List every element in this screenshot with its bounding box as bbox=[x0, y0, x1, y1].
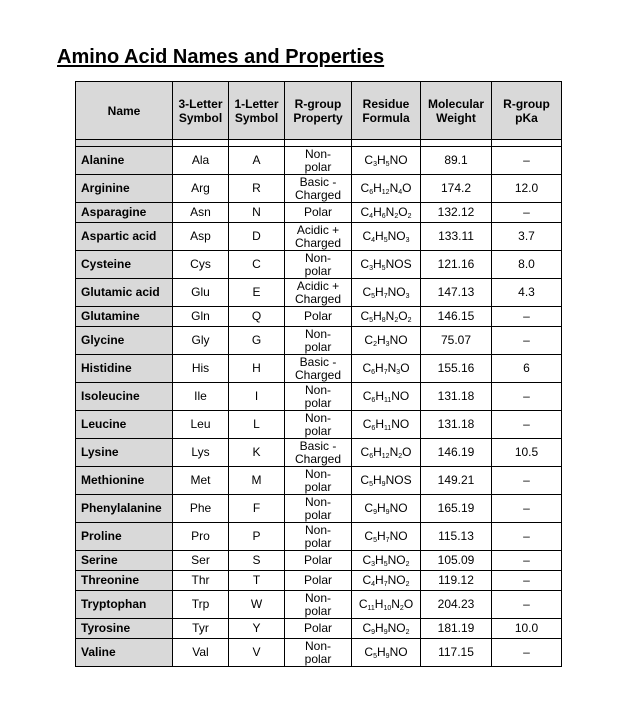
cell-r-group-property: Polar bbox=[285, 307, 352, 327]
cell-r-group-property: Polar bbox=[285, 619, 352, 639]
cell-three-letter: Asn bbox=[173, 203, 229, 223]
cell-r-group-property: Non- polar bbox=[285, 639, 352, 667]
cell-name: Tyrosine bbox=[76, 619, 173, 639]
cell-residue-formula: $C_9H_9NO$ bbox=[352, 495, 421, 523]
cell-r-group-property: Acidic + Charged bbox=[285, 223, 352, 251]
cell-molecular-weight: 146.19 bbox=[421, 439, 492, 467]
cell-molecular-weight: 133.11 bbox=[421, 223, 492, 251]
table-row bbox=[76, 147, 562, 175]
cell-molecular-weight: 117.15 bbox=[421, 639, 492, 667]
cell-one-letter: G bbox=[229, 327, 285, 355]
cell-name: Glutamic acid bbox=[76, 279, 173, 307]
cell-molecular-weight: 165.19 bbox=[421, 495, 492, 523]
cell-name: Arginine bbox=[76, 175, 173, 203]
cell-r-group-pka: – bbox=[492, 307, 562, 327]
cell-molecular-weight: 181.19 bbox=[421, 619, 492, 639]
cell-three-letter: Met bbox=[173, 467, 229, 495]
amino-acid-table bbox=[75, 81, 562, 667]
cell-residue-formula: $C_6H_{12}N_4O$ bbox=[352, 175, 421, 203]
cell-one-letter: S bbox=[229, 551, 285, 571]
cell-three-letter: Tyr bbox=[173, 619, 229, 639]
cell-molecular-weight: 149.21 bbox=[421, 467, 492, 495]
cell-r-group-pka: – bbox=[492, 639, 562, 667]
header-three-letter: 3-Letter Symbol bbox=[173, 82, 229, 140]
table-row bbox=[76, 495, 562, 523]
cell-r-group-property: Non- polar bbox=[285, 383, 352, 411]
table-row bbox=[76, 619, 562, 639]
cell-name: Glycine bbox=[76, 327, 173, 355]
cell-one-letter: Q bbox=[229, 307, 285, 327]
cell-residue-formula: $C_5H_7NO$ bbox=[352, 523, 421, 551]
cell-residue-formula: $C_4H_5NO_3$ bbox=[352, 223, 421, 251]
cell-name: Proline bbox=[76, 523, 173, 551]
cell-name: Histidine bbox=[76, 355, 173, 383]
cell-name: Valine bbox=[76, 639, 173, 667]
cell-r-group-pka: 12.0 bbox=[492, 175, 562, 203]
cell-r-group-property: Non- polar bbox=[285, 467, 352, 495]
cell-r-group-pka: – bbox=[492, 147, 562, 175]
cell-name: Asparagine bbox=[76, 203, 173, 223]
cell-r-group-property: Polar bbox=[285, 551, 352, 571]
cell-one-letter: W bbox=[229, 591, 285, 619]
cell-r-group-pka: – bbox=[492, 203, 562, 223]
header-one-letter: 1-Letter Symbol bbox=[229, 82, 285, 140]
cell-three-letter: Ala bbox=[173, 147, 229, 175]
cell-name: Leucine bbox=[76, 411, 173, 439]
table-row bbox=[76, 251, 562, 279]
cell-r-group-pka: 10.5 bbox=[492, 439, 562, 467]
cell-r-group-property: Basic - Charged bbox=[285, 439, 352, 467]
cell-molecular-weight: 146.15 bbox=[421, 307, 492, 327]
table-row bbox=[76, 203, 562, 223]
cell-one-letter: K bbox=[229, 439, 285, 467]
table-row bbox=[76, 383, 562, 411]
table-row bbox=[76, 223, 562, 251]
cell-three-letter: Ser bbox=[173, 551, 229, 571]
cell-three-letter: Leu bbox=[173, 411, 229, 439]
cell-three-letter: His bbox=[173, 355, 229, 383]
table-row bbox=[76, 571, 562, 591]
cell-three-letter: Glu bbox=[173, 279, 229, 307]
cell-one-letter: C bbox=[229, 251, 285, 279]
table-row bbox=[76, 355, 562, 383]
cell-one-letter: E bbox=[229, 279, 285, 307]
cell-molecular-weight: 155.16 bbox=[421, 355, 492, 383]
cell-molecular-weight: 119.12 bbox=[421, 571, 492, 591]
cell-one-letter: Y bbox=[229, 619, 285, 639]
cell-three-letter: Thr bbox=[173, 571, 229, 591]
cell-three-letter: Cys bbox=[173, 251, 229, 279]
cell-r-group-pka: – bbox=[492, 327, 562, 355]
table-body bbox=[76, 140, 562, 667]
cell-one-letter: I bbox=[229, 383, 285, 411]
cell-three-letter: Gly bbox=[173, 327, 229, 355]
cell-name: Aspartic acid bbox=[76, 223, 173, 251]
cell-residue-formula: $C_4H_7NO_2$ bbox=[352, 571, 421, 591]
cell-r-group-property: Non- polar bbox=[285, 251, 352, 279]
cell-residue-formula: $C_3H_5NO_2$ bbox=[352, 551, 421, 571]
cell-three-letter: Asp bbox=[173, 223, 229, 251]
cell-r-group-pka: – bbox=[492, 383, 562, 411]
cell-r-group-property: Non- polar bbox=[285, 591, 352, 619]
cell-r-group-pka: – bbox=[492, 551, 562, 571]
table-row bbox=[76, 439, 562, 467]
cell-molecular-weight: 131.18 bbox=[421, 383, 492, 411]
cell-residue-formula: $C_3H_5NO$ bbox=[352, 147, 421, 175]
table-row bbox=[76, 551, 562, 571]
cell-residue-formula: $C_6H_7N_3O$ bbox=[352, 355, 421, 383]
cell-r-group-property: Non- polar bbox=[285, 411, 352, 439]
table-row bbox=[76, 307, 562, 327]
cell-name: Phenylalanine bbox=[76, 495, 173, 523]
cell-residue-formula: $C_5H_9NOS$ bbox=[352, 467, 421, 495]
header-name: Name bbox=[76, 82, 173, 140]
cell-residue-formula: $C_4H_6N_2O_2$ bbox=[352, 203, 421, 223]
cell-r-group-pka: – bbox=[492, 591, 562, 619]
cell-residue-formula: $C_2H_3NO$ bbox=[352, 327, 421, 355]
cell-r-group-property: Polar bbox=[285, 203, 352, 223]
cell-residue-formula: $C_6H_{12}N_2O$ bbox=[352, 439, 421, 467]
cell-r-group-pka: 3.7 bbox=[492, 223, 562, 251]
header-residue-formula: Residue Formula bbox=[352, 82, 421, 140]
cell-r-group-pka: 10.0 bbox=[492, 619, 562, 639]
header-r-group-property: R-group Property bbox=[285, 82, 352, 140]
cell-r-group-pka: – bbox=[492, 495, 562, 523]
cell-three-letter: Lys bbox=[173, 439, 229, 467]
table-row bbox=[76, 175, 562, 203]
cell-one-letter: R bbox=[229, 175, 285, 203]
cell-r-group-pka: – bbox=[492, 523, 562, 551]
cell-r-group-property: Polar bbox=[285, 571, 352, 591]
cell-molecular-weight: 121.16 bbox=[421, 251, 492, 279]
cell-three-letter: Gln bbox=[173, 307, 229, 327]
table-row bbox=[76, 591, 562, 619]
cell-name: Lysine bbox=[76, 439, 173, 467]
header-row bbox=[76, 82, 562, 140]
cell-three-letter: Ile bbox=[173, 383, 229, 411]
cell-three-letter: Trp bbox=[173, 591, 229, 619]
cell-r-group-property: Non- polar bbox=[285, 523, 352, 551]
cell-r-group-pka: 6 bbox=[492, 355, 562, 383]
cell-molecular-weight: 105.09 bbox=[421, 551, 492, 571]
cell-one-letter: V bbox=[229, 639, 285, 667]
cell-name: Serine bbox=[76, 551, 173, 571]
cell-one-letter: L bbox=[229, 411, 285, 439]
cell-one-letter: M bbox=[229, 467, 285, 495]
table-row bbox=[76, 327, 562, 355]
cell-residue-formula: $C_6H_{11}NO$ bbox=[352, 383, 421, 411]
cell-one-letter: N bbox=[229, 203, 285, 223]
cell-r-group-pka: – bbox=[492, 467, 562, 495]
header-r-group-pka: R-group pKa bbox=[492, 82, 562, 140]
cell-three-letter: Pro bbox=[173, 523, 229, 551]
cell-residue-formula: $C_5H_9NO$ bbox=[352, 639, 421, 667]
cell-name: Isoleucine bbox=[76, 383, 173, 411]
cell-molecular-weight: 204.23 bbox=[421, 591, 492, 619]
table-row bbox=[76, 411, 562, 439]
cell-name: Cysteine bbox=[76, 251, 173, 279]
cell-r-group-property: Non- polar bbox=[285, 327, 352, 355]
cell-molecular-weight: 115.13 bbox=[421, 523, 492, 551]
cell-one-letter: A bbox=[229, 147, 285, 175]
cell-one-letter: T bbox=[229, 571, 285, 591]
table-row bbox=[76, 523, 562, 551]
cell-r-group-property: Acidic + Charged bbox=[285, 279, 352, 307]
cell-residue-formula: $C_3H_5NOS$ bbox=[352, 251, 421, 279]
cell-molecular-weight: 75.07 bbox=[421, 327, 492, 355]
cell-name: Tryptophan bbox=[76, 591, 173, 619]
header-molecular-weight: Molecular Weight bbox=[421, 82, 492, 140]
spacer-row bbox=[76, 140, 562, 147]
cell-name: Glutamine bbox=[76, 307, 173, 327]
table-row bbox=[76, 639, 562, 667]
cell-molecular-weight: 147.13 bbox=[421, 279, 492, 307]
cell-three-letter: Phe bbox=[173, 495, 229, 523]
cell-r-group-property: Non- polar bbox=[285, 495, 352, 523]
cell-residue-formula: $C_{11}H_{10}N_2O$ bbox=[352, 591, 421, 619]
cell-residue-formula: $C_5H_7NO_3$ bbox=[352, 279, 421, 307]
cell-residue-formula: $C_6H_{11}NO$ bbox=[352, 411, 421, 439]
cell-one-letter: P bbox=[229, 523, 285, 551]
cell-r-group-pka: 4.3 bbox=[492, 279, 562, 307]
cell-residue-formula: $C_9H_9NO_2$ bbox=[352, 619, 421, 639]
cell-r-group-pka: – bbox=[492, 571, 562, 591]
cell-name: Threonine bbox=[76, 571, 173, 591]
cell-molecular-weight: 89.1 bbox=[421, 147, 492, 175]
cell-molecular-weight: 132.12 bbox=[421, 203, 492, 223]
cell-one-letter: D bbox=[229, 223, 285, 251]
cell-r-group-property: Basic - Charged bbox=[285, 355, 352, 383]
cell-three-letter: Arg bbox=[173, 175, 229, 203]
cell-three-letter: Val bbox=[173, 639, 229, 667]
table-row bbox=[76, 279, 562, 307]
cell-molecular-weight: 174.2 bbox=[421, 175, 492, 203]
cell-name: Methionine bbox=[76, 467, 173, 495]
cell-name: Alanine bbox=[76, 147, 173, 175]
cell-r-group-property: Basic - Charged bbox=[285, 175, 352, 203]
cell-residue-formula: $C_5H_8N_2O_2$ bbox=[352, 307, 421, 327]
cell-one-letter: F bbox=[229, 495, 285, 523]
cell-r-group-pka: – bbox=[492, 411, 562, 439]
cell-r-group-pka: 8.0 bbox=[492, 251, 562, 279]
page-title: Amino Acid Names and Properties bbox=[57, 46, 385, 68]
cell-molecular-weight: 131.18 bbox=[421, 411, 492, 439]
table-row bbox=[76, 467, 562, 495]
cell-one-letter: H bbox=[229, 355, 285, 383]
cell-r-group-property: Non- polar bbox=[285, 147, 352, 175]
